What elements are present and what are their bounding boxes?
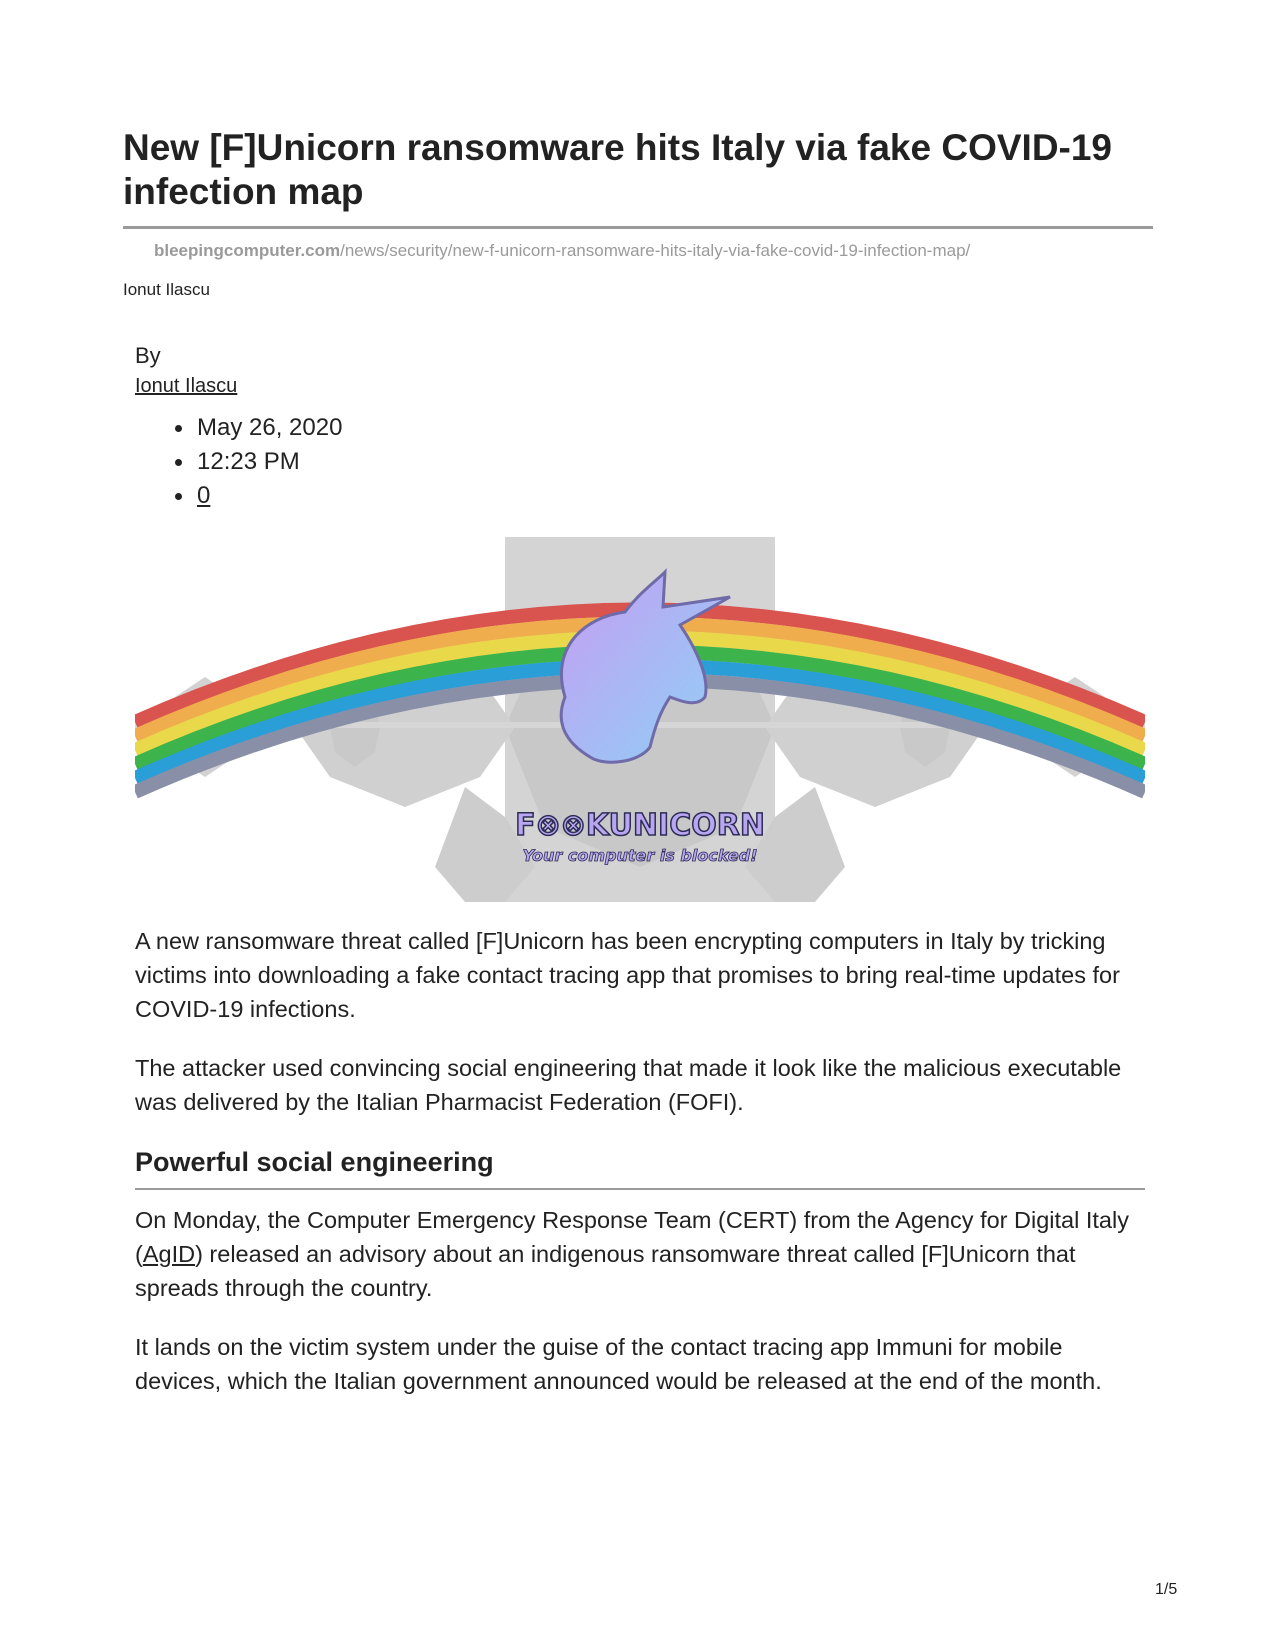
- section-heading: Powerful social engineering: [135, 1147, 494, 1177]
- source-url[interactable]: [154, 241, 970, 261]
- article-meta-list: [170, 411, 342, 513]
- meta-time: 12:23 PM: [170, 445, 342, 479]
- hero-caption: Your computer is blocked!: [522, 846, 758, 865]
- author-name-header: Ionut Ilascu: [123, 280, 210, 299]
- meta-date: May 26, 2020: [170, 411, 342, 445]
- meta-comments: [170, 479, 342, 513]
- agid-link[interactable]: AgID: [142, 1241, 196, 1267]
- title-divider: [123, 226, 1153, 229]
- paragraph-cert-after: ) released an advisory about an indigenous ransomware threat called [F]Unicorn that spreads through the country.: [135, 1241, 1076, 1301]
- paragraph-immuni: It lands on the victim system under the guise of the contact tracing app Immuni for mobile devices, which the Italian government announced would be released at the end of the month.: [135, 1334, 1102, 1394]
- source-domain: bleepingcomputer.com: [154, 241, 341, 260]
- article-title: New [F]Unicorn ransomware hits Italy via fake COVID-19 infection map: [123, 127, 1113, 212]
- funicorn-ransom-banner: [135, 537, 1145, 902]
- source-path: /news/security/new-f-unicorn-ransomware-hits-italy-via-fake-covid-19-infection-map/: [340, 241, 971, 260]
- paragraph-fofi: The attacker used convincing social engineering that made it look like the malicious executable was delivered by the Italian Pharmacist Federation (FOFI).: [135, 1055, 1122, 1115]
- hero-image: [135, 537, 1145, 902]
- paragraph-intro: A new ransomware threat called [F]Unicorn has been encrypting computers in Italy by tricking victims into downloading a fake contact tracing app that promises to bring real-time updates for COVID-19 infections.: [135, 928, 1120, 1022]
- section-divider: [135, 1188, 1145, 1190]
- paragraph-cert-before: On Monday, the Computer Emergency Response Team (CERT) from the Agency for Digital Italy (: [135, 1207, 1129, 1267]
- author-link[interactable]: Ionut Ilascu: [135, 375, 238, 397]
- byline-label: By: [135, 343, 161, 368]
- hero-brand-text: F⊗⊗KUNICORN: [515, 808, 765, 843]
- comments-count-link[interactable]: 0: [197, 482, 211, 509]
- page-number: 1/5: [1155, 1581, 1178, 1598]
- paragraph-cert: [135, 1203, 1145, 1305]
